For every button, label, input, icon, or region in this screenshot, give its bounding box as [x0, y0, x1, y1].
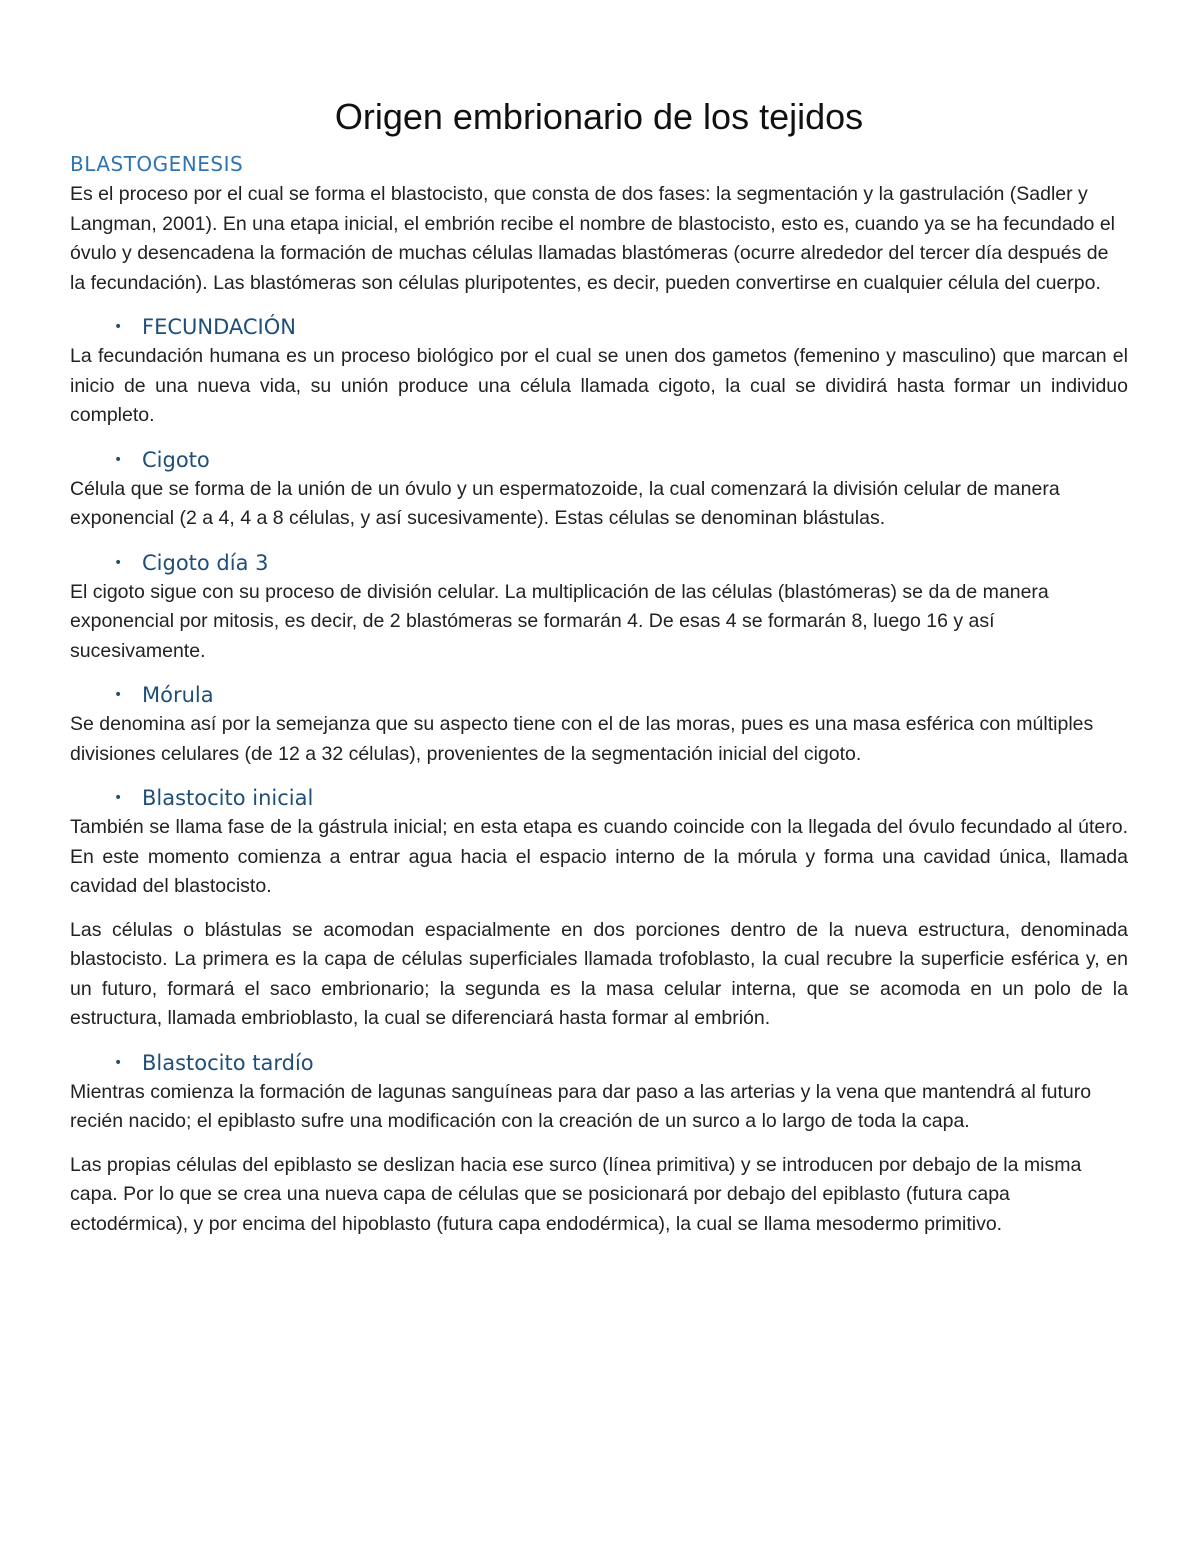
bullet-icon: •	[114, 687, 123, 703]
paragraph-cigoto-dia-3: El cigoto sigue con su proceso de división celular. La multiplicación de las células (blastómeras) se da de manera exponencial por mitosis, es decir, de 2 blastómeras se formarán 4. De esas 4 se formarán 8, luego 16 y así sucesivamente.	[70, 580, 1049, 662]
document-page	[70, 92, 1128, 1239]
bullet-icon: •	[114, 554, 123, 571]
paragraph-blastocito-tardio-1: Mientras comienza la formación de lagunas sanguíneas para dar paso a las arterias y la vena que mantendrá al futuro recién nacido; el epiblasto sufre una modificación con la creación de un surco a lo largo de toda la capa.	[70, 1080, 1092, 1132]
bullet-heading-fecundacion	[70, 312, 1128, 342]
bullet-heading-label: FECUNDACIÓN	[142, 315, 296, 339]
bullet-icon: •	[114, 1054, 123, 1071]
bullet-heading-label: Cigoto día 3	[142, 550, 269, 575]
bullet-heading-label: Blastocito inicial	[142, 786, 314, 810]
bullet-heading-label: Mórula	[142, 683, 214, 707]
document-title: Origen embrionario de los tejidos	[334, 96, 864, 137]
paragraph-fecundacion: La fecundación humana es un proceso biológico por el cual se unen dos gametos (femenino y masculino) que marcan el inicio de una nueva vida, su unión produce una célula llamada cigoto, la cual se dividirá hasta formar un individuo completo.	[70, 345, 1128, 426]
paragraph-blastocito-tardio-2: Las propias células del epiblasto se deslizan hacia ese surco (línea primitiva) y se introducen por debajo de la misma capa. Por lo que se crea una nueva capa de células que se posicionará por debajo del epiblasto (futura capa ectodérmica), y por encima del hipoblasto (futura capa endodérmica), la cual se llama mesodermo primitivo.	[70, 1153, 1082, 1235]
bullet-heading-cigoto	[70, 445, 1128, 475]
bullet-icon: •	[114, 319, 123, 335]
bullet-heading-morula	[70, 680, 1128, 710]
paragraph-morula: Se denomina así por la semejanza que su aspecto tiene con el de las moras, pues es una masa esférica con múltiples divisiones celulares (de 12 a 32 células), provenientes de la segmentación inicial del cigoto.	[70, 713, 1094, 765]
paragraph-cigoto: Célula que se forma de la unión de un óvulo y un espermatozoide, la cual comenzará la división celular de manera exponencial (2 a 4, 4 a 8 células, y así sucesivamente). Estas células se denominan blástulas.	[70, 477, 1060, 529]
bullet-heading-cigoto-dia-3	[70, 548, 1128, 578]
bullet-heading-blastocito-tardio	[70, 1048, 1128, 1078]
paragraph-blastocito-inicial-1: También se llama fase de la gástrula inicial; en esta etapa es cuando coincide con la llegada del óvulo fecundado al útero. En este momento comienza a entrar agua hacia el espacio interno de la mórula y forma una cavidad única, llamada cavidad del blastocisto.	[70, 816, 1128, 897]
bullet-heading-blastocito-inicial	[70, 783, 1128, 813]
paragraph-blastocito-inicial-2: Las células o blástulas se acomodan espacialmente en dos porciones dentro de la nueva estructura, denominada blastocisto. La primera es la capa de células superficiales llamada trofoblasto, la cual recubre la superficie esférica y, en un futuro, formará el saco embrionario; la segunda es la masa celular interna, que se acomoda en un polo de la estructura, llamada embrioblasto, la cual se diferenciará hasta formar al embrión.	[70, 918, 1128, 1029]
section-heading-blastogenesis: BLASTOGENESIS	[70, 152, 244, 176]
intro-paragraph: Es el proceso por el cual se forma el blastocisto, que consta de dos fases: la segmentación y la gastrulación (Sadler y Langman, 2001). En una etapa inicial, el embrión recibe el nombre de blastocisto, esto es, cuando ya se ha fecundado el óvulo y desencadena la formación de muchas células llamadas blastómeras (ocurre alrededor del tercer día después de la fecundación). Las blastómeras son células pluripotentes, es decir, pueden convertirse en cualquier célula del cuerpo.	[70, 183, 1116, 294]
bullet-heading-label: Cigoto	[142, 447, 210, 472]
bullet-heading-label: Blastocito tardío	[142, 1050, 314, 1075]
bullet-icon: •	[114, 451, 123, 468]
bullet-icon: •	[114, 790, 123, 806]
